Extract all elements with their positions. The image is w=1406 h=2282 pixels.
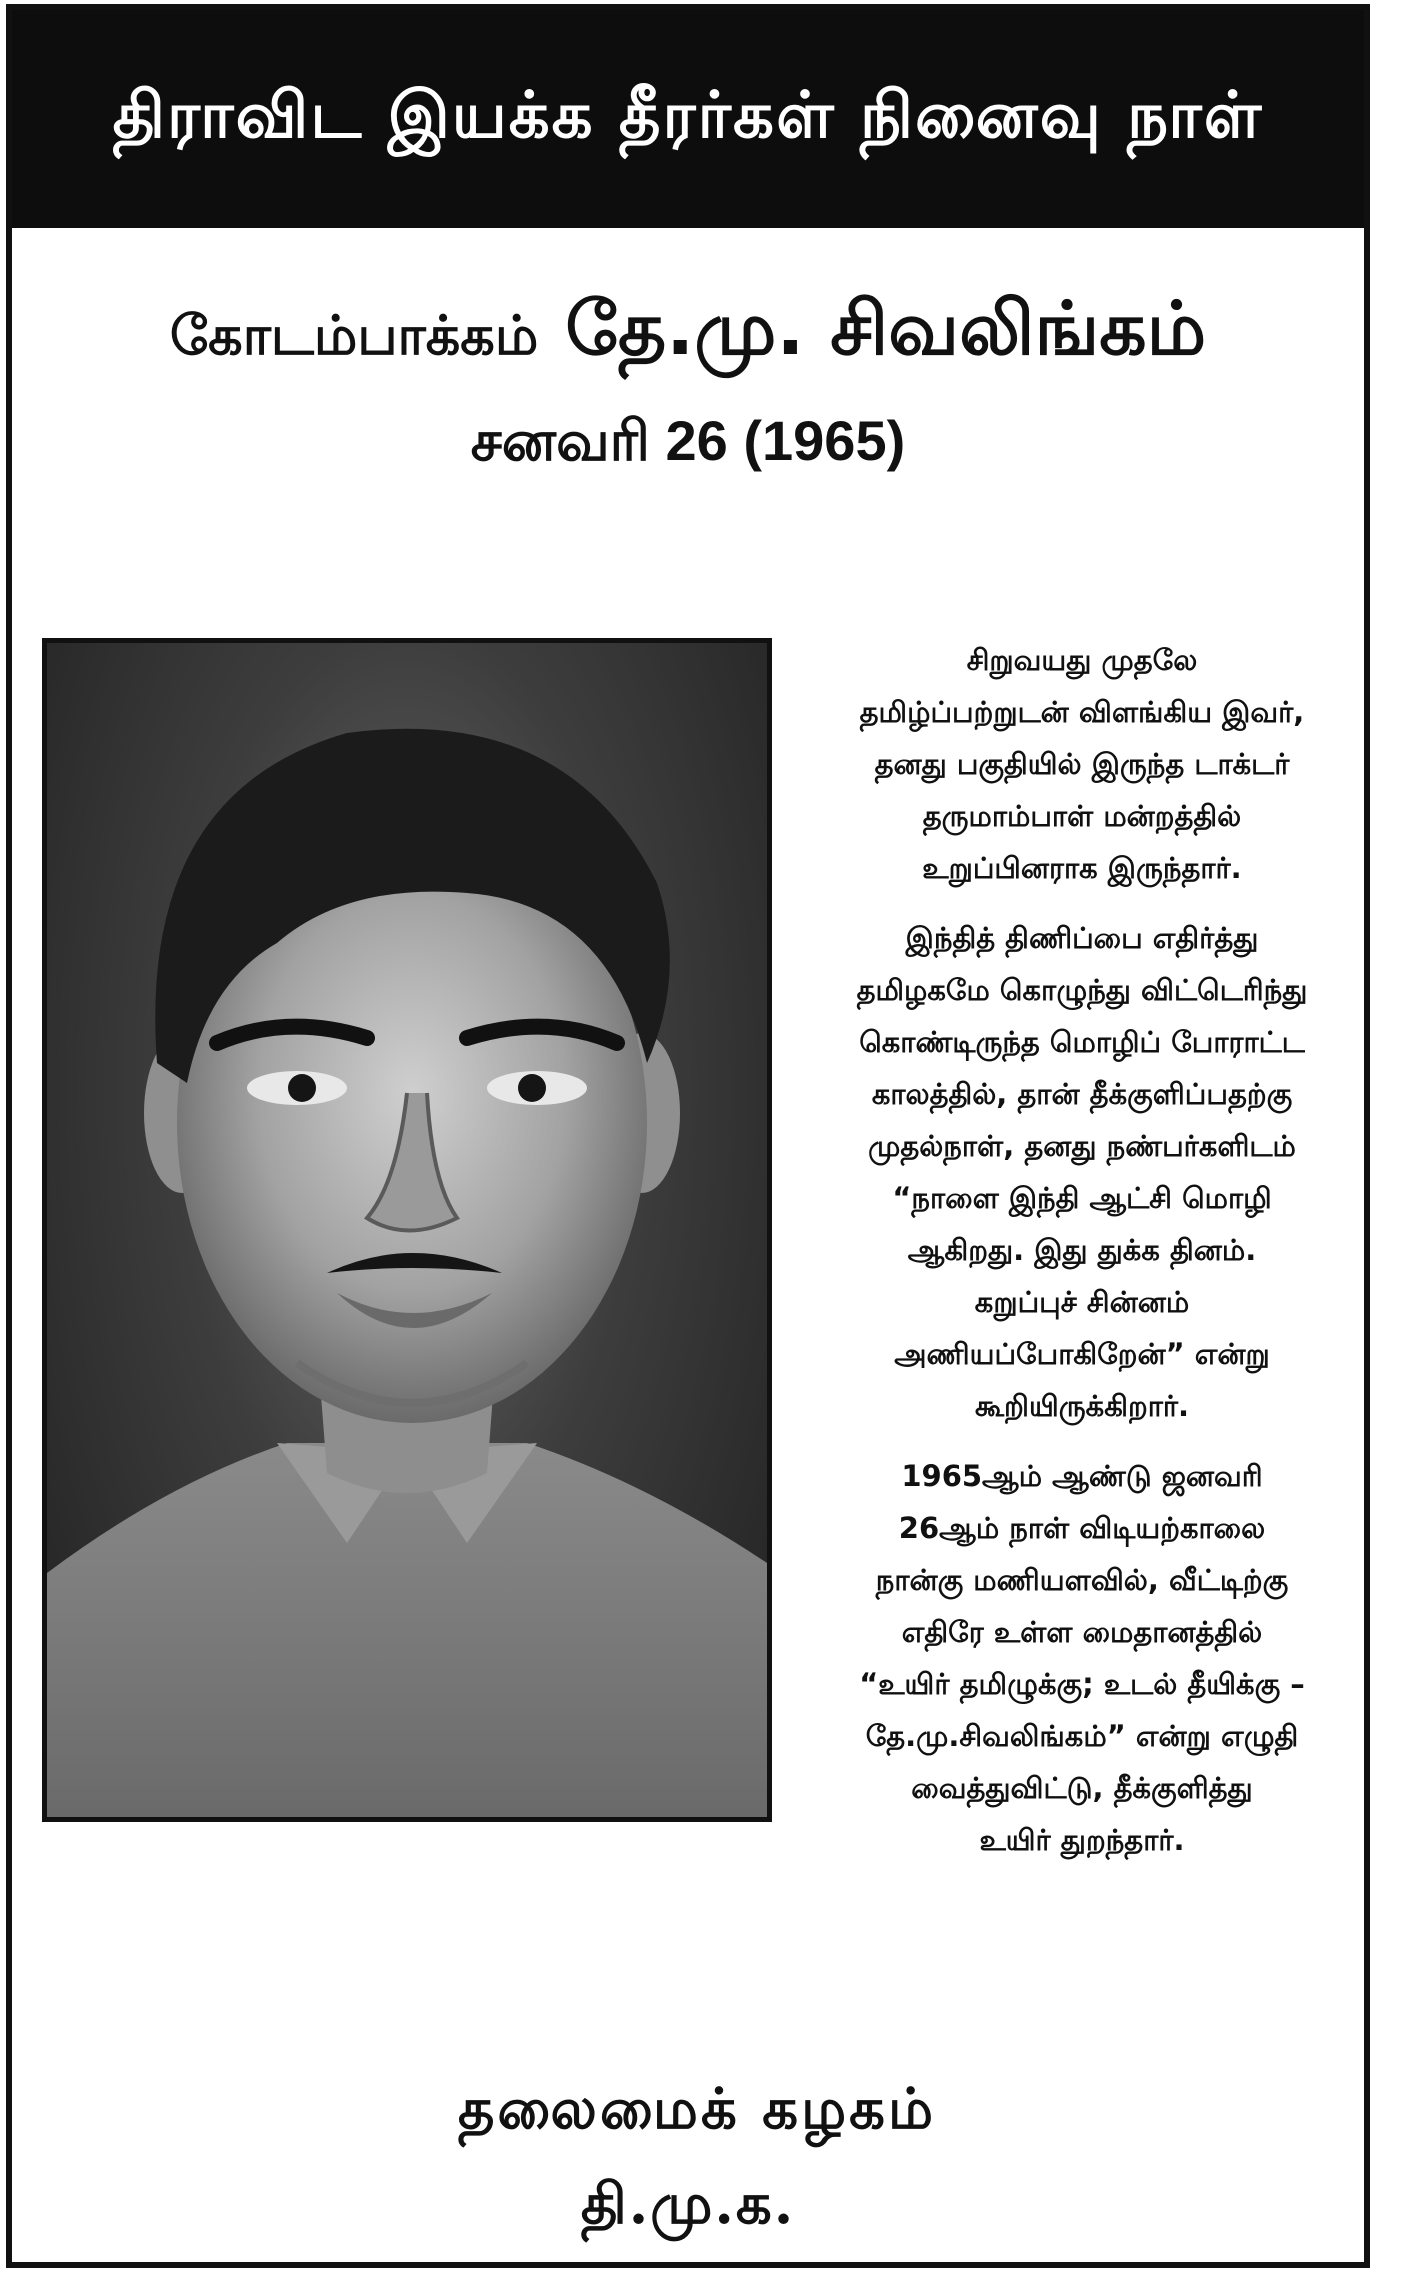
bio-line: அணியப்போகிறேன்” என்று (894, 1337, 1270, 1371)
bio-line: 1965ஆம் ஆண்டு ஜனவரி (901, 1459, 1263, 1493)
bio-line: தமிழகமே கொழுந்து விட்டெரிந்து (856, 973, 1308, 1007)
subject-name: தே.மு. சிவலிங்கம் (565, 286, 1207, 372)
footer-org-line-2: தி.மு.க. (580, 2171, 796, 2237)
bio-line: கறுப்புச் சின்னம் (974, 1285, 1190, 1319)
portrait-drawing (47, 643, 767, 1817)
memorial-poster (6, 4, 1370, 2268)
bio-paragraph-3 (787, 1450, 1377, 1866)
portrait-image (42, 638, 772, 1822)
bio-line: கொண்டிருந்த மொழிப் போராட்ட (859, 1025, 1305, 1059)
bio-line: சிறுவயது முதலே (966, 643, 1198, 677)
bio-line: இந்தித் திணிப்பை எதிர்த்து (905, 921, 1259, 955)
bio-line: 26ஆம் நாள் விடியற்காலை (898, 1511, 1266, 1545)
footer-org-line-1: தலைமைக் கழகம் (457, 2076, 937, 2142)
subject-place: கோடம்பாக்கம் (169, 304, 539, 367)
bio-line: தருமாம்பாள் மன்றத்தில் (922, 799, 1242, 833)
header-title: திராவிட இயக்க தீரர்கள் நினைவு நாள் (112, 77, 1264, 153)
biography-text (787, 634, 1377, 1884)
footer-organization (12, 2076, 1364, 2244)
bio-line: வைத்துவிட்டு, தீக்குளித்து (911, 1771, 1253, 1805)
bio-line: எதிரே உள்ள மைதானத்தில் (901, 1615, 1263, 1649)
bio-line: முதல்நாள், தனது நண்பர்களிடம் (868, 1129, 1296, 1163)
bio-paragraph-2 (787, 912, 1377, 1432)
bio-line: “நாளை இந்தி ஆட்சி மொழி (892, 1181, 1272, 1215)
bio-line: காலத்தில், தான் தீக்குளிப்பதற்கு (871, 1077, 1293, 1111)
bio-line: தனது பகுதியில் இருந்த டாக்டர் (874, 747, 1290, 781)
bio-line: உயிர் துறந்தார். (979, 1823, 1185, 1857)
bio-paragraph-1 (787, 634, 1377, 894)
bio-line: கூறியிருக்கிறார். (974, 1389, 1190, 1423)
bio-line: தே.மு.சிவலிங்கம்” என்று எழுதி (865, 1719, 1299, 1753)
bio-line: ஆகிறது. இது துக்க தினம். (907, 1233, 1257, 1267)
header-banner (12, 10, 1364, 228)
bio-line: நான்கு மணியளவில், வீட்டிற்கு (875, 1563, 1289, 1597)
subject-name-line (12, 286, 1364, 382)
subject-date: சனவரி 26 (1965) (470, 409, 906, 472)
bio-line: “உயிர் தமிழுக்கு; உடல் தீயிக்கு – (859, 1667, 1305, 1701)
bio-line: தமிழ்ப்பற்றுடன் விளங்கிய இவர், (859, 695, 1305, 729)
bio-line: உறுப்பினராக இருந்தார். (922, 851, 1242, 885)
